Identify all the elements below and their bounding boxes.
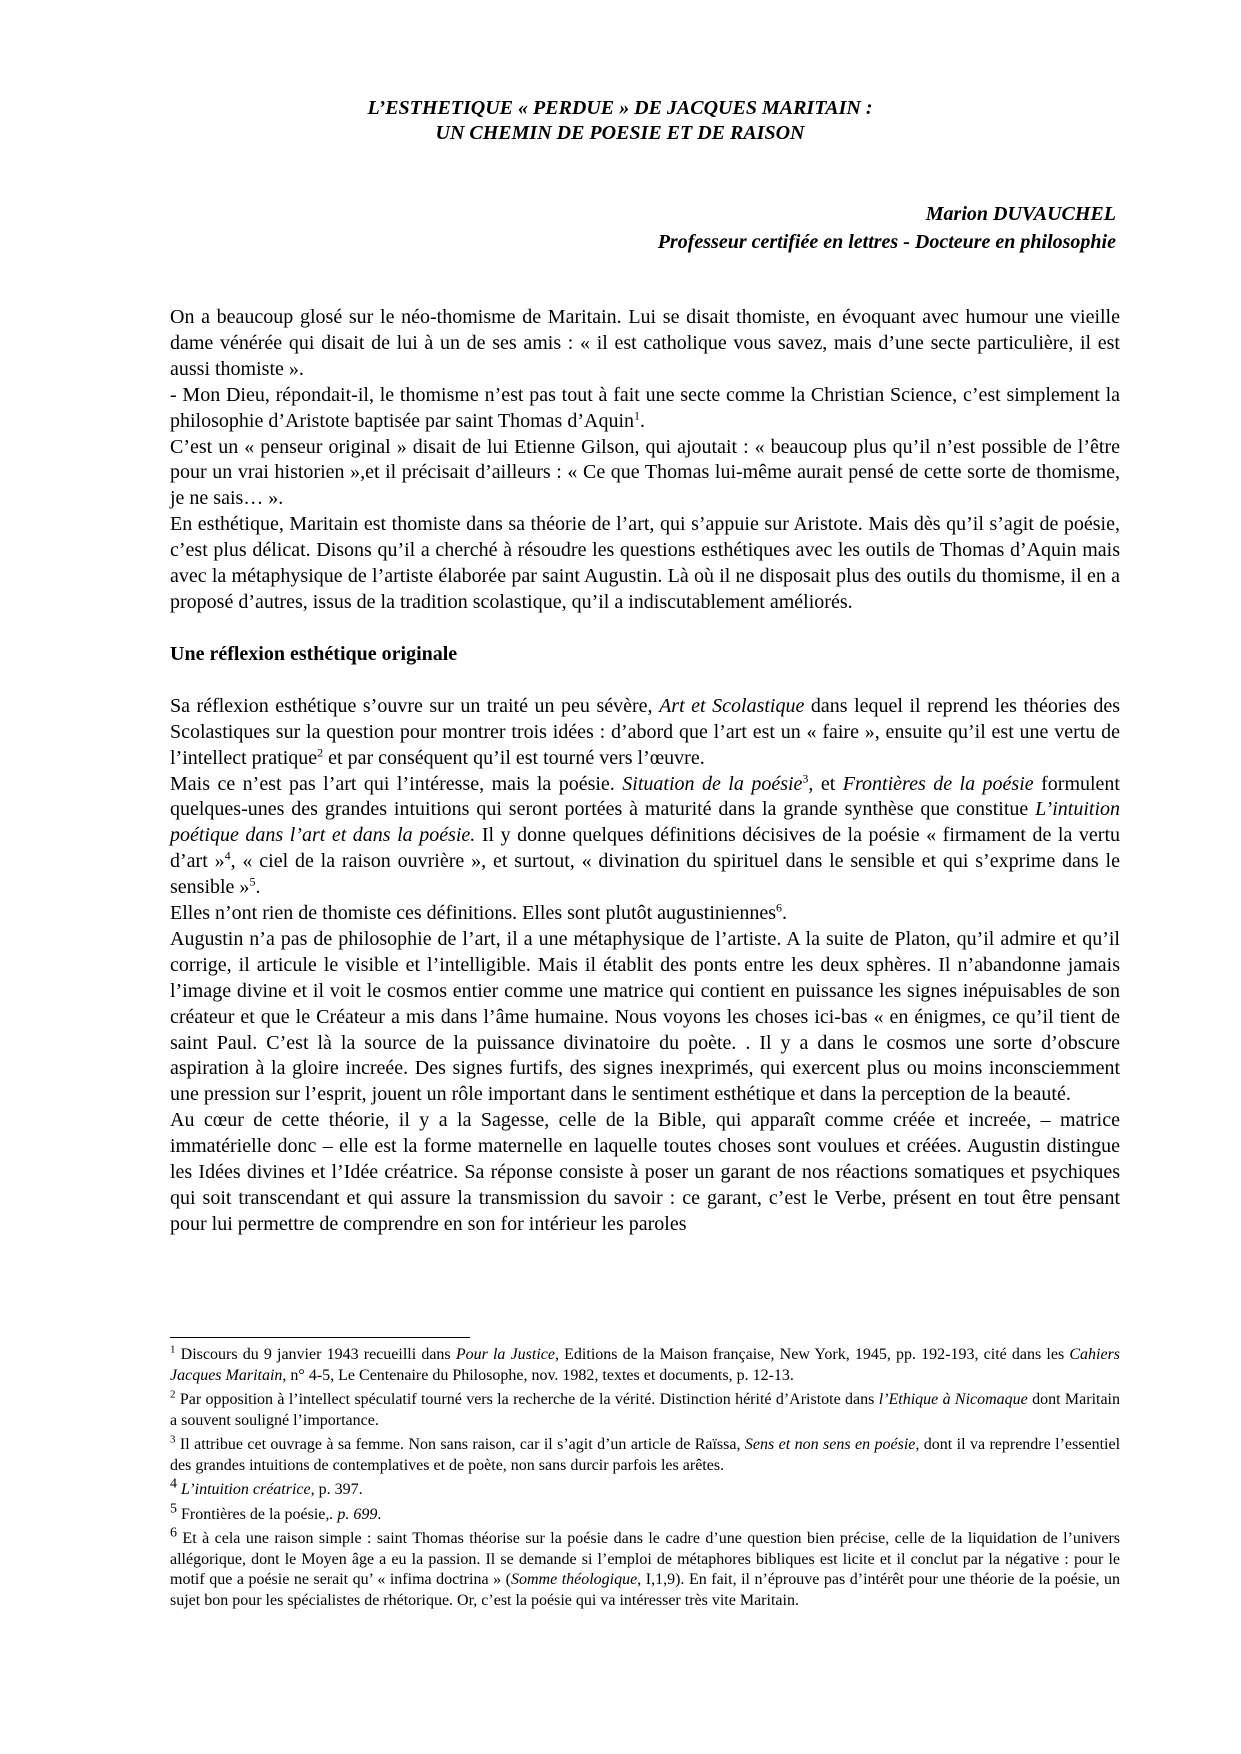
text-run: Sa réflexion esthétique s’ouvre sur un traité un peu sévère, xyxy=(170,694,660,717)
footnote-5 xyxy=(170,1501,1120,1526)
book-title: Somme théologique xyxy=(510,1571,638,1588)
body-text xyxy=(170,305,1120,1238)
intro-paragraph-2 xyxy=(170,383,1120,435)
footnote-ref[interactable]: 1 xyxy=(634,407,640,422)
book-title: Situation de la poésie xyxy=(622,772,803,795)
document-title xyxy=(170,96,1070,146)
section-paragraph-5: Au cœur de cette théorie, il y a la Sagesse, celle de la Bible, qui apparaît comme créée et increée, – matrice immatérielle donc – elle est la forme maternelle en laquelle toutes choses sont voulues et créées. Augustin distingue les Idées divines et l’Idée créatrice. Sa réponse consiste à poser un garant de nos réactions somatiques et psychiques qui soit transcendant et qui assure la transmission du savoir : ce garant, c’est le Verbe, présent en tout être pensant pour lui permettre de comprendre en son for intérieur les paroles xyxy=(170,1109,1120,1235)
intro-paragraph-1: On a beaucoup glosé sur le néo-thomisme de Maritain. Lui se disait thomiste, en évoquant avec humour une vieille dame vénérée qui disait de lui à un de ses amis : « il est catholique vous savez, mais d’une secte particulière, il est aussi thomiste ». xyxy=(170,306,1120,380)
text-run: Frontières de la poésie xyxy=(177,1505,326,1523)
text-run: - Mon Dieu, répondait-il, le thomisme n’est pas tout à fait une secte comme la Christian Science, c’est simplement la philosophie d’Aristote baptisée par saint Thomas d’Aquin xyxy=(170,383,1120,432)
text-run: . xyxy=(640,409,645,432)
text-run: Il y donne quelques définitions décisives de la poésie « firmament de la vertu d’art » xyxy=(170,824,1121,873)
text-run: Elles n’ont rien de thomiste ces définitions. Elles sont plutôt augustiniennes xyxy=(170,902,777,925)
text-run: Par opposition à l’intellect spéculatif tourné vers la recherche de la vérité. Distinction hérité d’Aristote dans xyxy=(175,1391,879,1408)
text-run: . xyxy=(782,902,788,925)
footnote-ref[interactable]: 4 xyxy=(224,848,231,863)
book-title: Pour la Justice xyxy=(455,1346,555,1363)
intro-paragraph-3: C’est un « penseur original » disait de lui Etienne Gilson, qui ajoutait : « beaucoup plus qu’il n’est possible de l’être pour un vrai historien »,et il précisait d’ailleurs : « Ce que Thomas lui-même aurait pensé de cette sorte de thomisme, je ne sais… ». xyxy=(170,435,1120,510)
footnote-number: 5 xyxy=(170,1501,177,1517)
footnote-number: 2 xyxy=(170,1388,176,1401)
text-run: Il attribue cet ouvrage à sa femme. Non sans raison, car il s’agit d’un article de Raïssa, xyxy=(175,1436,745,1453)
book-title: Frontières de la poésie xyxy=(842,772,1034,795)
text-run: dans lequel il reprend les théories des Scolastiques sur la question pour montrer trois idées : d’abord que l’art est un « faire », ensuite qu’il est une vertu de l’intellect pratique xyxy=(170,694,1121,769)
text-run: dont Maritain a souvent souligné l’importance. xyxy=(170,1391,1121,1429)
footnote-number: 4 xyxy=(170,1476,177,1492)
section-paragraph-1 xyxy=(170,694,1120,772)
book-title: L’intuition créatrice, xyxy=(181,1481,315,1498)
footnote-ref[interactable]: 2 xyxy=(317,744,324,759)
text-run: p. 397. xyxy=(314,1481,363,1498)
book-title: L’intuition poétique dans l’art et dans la poésie. xyxy=(170,798,1120,847)
section-paragraph-3 xyxy=(170,901,1120,927)
author-role: Professeur certifiée en lettres - Docteure en philosophie xyxy=(657,231,1116,253)
book-title: l’Ethique à Nicomaque xyxy=(878,1391,1028,1408)
footnote-4 xyxy=(170,1476,1120,1501)
footnote-number: 6 xyxy=(170,1525,177,1541)
text-run: Mais ce n’est pas l’art qui l’intéresse, mais la poésie. xyxy=(170,772,623,795)
intro-paragraph-4: En esthétique, Maritain est thomiste dans sa théorie de l’art, qui s’appuie sur Aristote. Mais dès qu’il s’agit de poésie, c’est plus délicat. Disons qu’il a cherché à résoudre les questions esthétiques avec les outils de Thomas d’Aquin mais avec la métaphysique de l’artiste élaborée par saint Augustin. Là où il ne disposait plus des outils du thomisme, il en a proposé d’autres, issus de la tradition scolastique, qu’il a indiscutablement améliorés. xyxy=(170,513,1120,613)
text-run: , xyxy=(808,772,814,795)
book-title: Sens et non sens en poésie, xyxy=(744,1436,920,1453)
footnote-1 xyxy=(170,1345,1120,1386)
footnote-2 xyxy=(170,1390,1120,1431)
text-run: dont il va reprendre l’essentiel des grandes intuitions de contemplatives et de poète, non sans durcir parfois les arêtes. xyxy=(170,1436,1121,1474)
text-run: formulent quelques-unes des grandes intuitions qui seront portées à maturité dans la grande synthèse que constitue xyxy=(170,772,1120,821)
text-run: Discours du 9 janvier 1943 recueilli dans xyxy=(175,1346,456,1363)
text-run: , I,1,9). En fait, il n’éprouve pas d’intérêt pour une théorie de la poésie, un sujet bon pour les spécialistes de rhétorique. Or, c’est la poésie qui va intéresser très vite Maritain. xyxy=(170,1571,1121,1609)
title-line-1: L’ESTHETIQUE « PERDUE » DE JACQUES MARITAIN : xyxy=(367,97,873,119)
text-run: Et à cela une raison simple : saint Thomas théorise sur la poésie dans le cadre d’une question bien précise, celle de la liquidation de l’univers allégorique, dont le Moyen âge a eu la passion. Il se demande si l’emploi de métaphores bibliques est licite et il conclut par la négative : pour le motif que a poésie ne serait qu’ « infima doctrina » ( xyxy=(170,1530,1120,1588)
book-title: Art et Scolastique xyxy=(659,694,805,717)
text-run: et par conséquent qu’il est tourné vers l’œuvre. xyxy=(323,746,705,769)
footnote-ref[interactable]: 3 xyxy=(802,770,809,785)
author-name: Marion DUVAUCHEL xyxy=(925,203,1116,225)
section-paragraph-4: Augustin n’a pas de philosophie de l’art, il a une métaphysique de l’artiste. A la suite de Platon, qu’il admire et qu’il corrige, il articule le visible et l’intelligible. Mais il établit des ponts entre les deux sphères. Il n’abandonne jamais l’image divine et il voit le cosmos entier comme une matrice qui contient en puissance les signes inépuisables de son créateur et que le Créateur a mis dans l’âme humaine. Nous voyons les choses ici-bas « en énigmes, ce qu’il tient de saint Paul. C’est là la source de la puissance divinatoire du poète. . Il y a dans le cosmos une sorte d’obscure aspiration à la gloire increée. Des signes furtifs, des signes inexprimés, qui exercent plus ou moins inconsciemment une pression sur l’esprit, jouent un rôle important dans le sentiment esthétique et dans la perception de la beauté. xyxy=(170,927,1120,1106)
book-title: Cahiers Jacques Maritain xyxy=(170,1346,1121,1384)
footnote-ref[interactable]: 5 xyxy=(249,874,256,889)
footnote-number: 1 xyxy=(170,1343,176,1356)
footnote-3 xyxy=(170,1435,1120,1476)
title-line-2: UN CHEMIN DE POESIE ET DE RAISON xyxy=(435,122,805,144)
text-run: . xyxy=(255,876,261,899)
footnote-number: 3 xyxy=(170,1433,176,1446)
footnote-6 xyxy=(170,1525,1121,1611)
author-block xyxy=(658,200,1116,256)
footnote-ref[interactable]: 6 xyxy=(776,900,783,915)
section-paragraph-2 xyxy=(170,772,1120,902)
footnotes xyxy=(170,1345,1120,1615)
text-run: . xyxy=(377,1505,382,1523)
text-run: et xyxy=(813,772,843,795)
text-run: , n° 4-5, Le Centenaire du Philosophe, nov. 1982, textes et documents, p. 12-13. xyxy=(282,1366,794,1384)
text-run: , Editions de la Maison française, New York, 1945, pp. 192-193, cité dans les xyxy=(555,1346,1070,1363)
section-heading: Une réflexion esthétique originale xyxy=(170,642,458,665)
text-run: , « ciel de la raison ouvrière », et surtout, « divination du spirituel dans le sensible et qui s’exprime dans le sensible » xyxy=(170,850,1120,899)
text-run: ,. p. 699 xyxy=(325,1505,378,1523)
footnote-separator xyxy=(170,1337,470,1338)
